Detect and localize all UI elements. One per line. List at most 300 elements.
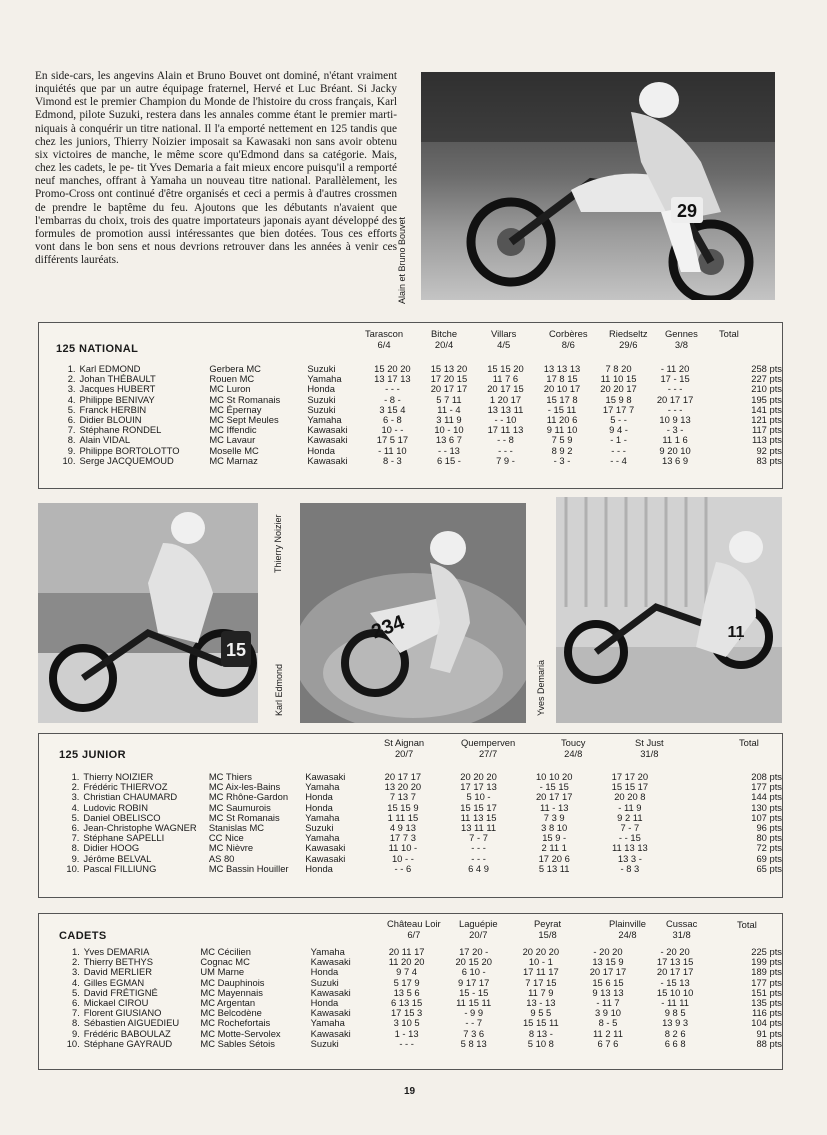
cell-total: 91 pts bbox=[756, 1027, 782, 1039]
cell-club: Stanislas MC bbox=[208, 822, 265, 834]
cell-score: 11 10 15 bbox=[600, 373, 637, 385]
cell-rank: 3. bbox=[71, 966, 80, 978]
cell-rank: 7. bbox=[71, 1007, 80, 1019]
cell-total: 177 pts bbox=[751, 976, 782, 988]
cell-rank: 5. bbox=[67, 403, 76, 415]
cell-rank: 10. bbox=[66, 1037, 80, 1049]
cell-score: 15 15 9 bbox=[387, 801, 419, 813]
cell-make: Kawasaki bbox=[307, 424, 348, 436]
event-header bbox=[534, 919, 561, 940]
event-date: 8/6 bbox=[561, 338, 575, 350]
cell-score: - 20 20 bbox=[593, 946, 623, 957]
cell-total: 189 pts bbox=[751, 966, 782, 978]
event-name: Riedseltz bbox=[609, 328, 648, 339]
event-date: 6/7 bbox=[407, 928, 421, 940]
cell-score: 9 17 17 bbox=[458, 976, 490, 988]
cell-score: 10 - - bbox=[381, 424, 404, 436]
photo-demaria bbox=[556, 497, 782, 723]
cell-score: 9 8 5 bbox=[664, 1007, 686, 1019]
cell-rider: Mickael CIROU bbox=[83, 997, 149, 1009]
event-name: St Aignan bbox=[384, 737, 425, 748]
cadets-total-label: Total bbox=[737, 919, 757, 930]
cell-score: 7 9 - bbox=[496, 454, 515, 466]
cell-score: - - - bbox=[471, 852, 486, 864]
cell-score: 6 7 6 bbox=[597, 1037, 619, 1049]
cell-score: - 11 10 bbox=[378, 444, 407, 456]
cell-score: 4 9 13 bbox=[389, 822, 416, 834]
cell-score: 15 15 20 bbox=[487, 363, 524, 374]
photo-number-mid: 234 bbox=[368, 611, 408, 644]
cell-make: Honda bbox=[305, 791, 333, 803]
panel-125-junior bbox=[38, 733, 783, 898]
cell-score: 10 - 1 bbox=[528, 956, 553, 968]
cell-total: 116 pts bbox=[751, 1007, 782, 1019]
cell-rank: 3. bbox=[71, 791, 80, 803]
cell-club: MC Luron bbox=[209, 383, 251, 395]
cell-rider: Pascal FILLIUNG bbox=[83, 862, 157, 874]
cell-make: Honda bbox=[307, 383, 335, 395]
national-results-table bbox=[56, 364, 782, 466]
intro-line: manches, offrant à Yamaha un nouveau titre national. bbox=[59, 175, 311, 188]
cell-score: 10 10 20 bbox=[535, 771, 573, 782]
cell-rank: 2. bbox=[67, 373, 76, 385]
cell-score: - 20 20 bbox=[660, 946, 690, 957]
cell-score: 2 11 1 bbox=[541, 842, 567, 854]
cell-score: - 8 3 bbox=[620, 862, 640, 874]
cell-score: - - - bbox=[471, 842, 486, 854]
cell-rider: Gilles EGMAN bbox=[83, 976, 145, 988]
cell-score: 7 5 9 bbox=[551, 434, 573, 446]
event-name: Toucy bbox=[561, 737, 586, 748]
panel-cadets bbox=[38, 913, 783, 1070]
cell-total: 141 pts bbox=[751, 403, 782, 415]
cell-score: 13 11 11 bbox=[460, 822, 497, 834]
event-name: Peyrat bbox=[534, 918, 562, 929]
cell-score: 9 4 - bbox=[609, 424, 628, 436]
cell-total: 225 pts bbox=[751, 946, 782, 957]
cell-score: - - 6 bbox=[394, 862, 412, 874]
intro-line: Ajoutons que les débutants n'avaient que l'embarras du choix, bbox=[35, 201, 397, 227]
event-date: 3/8 bbox=[674, 338, 688, 350]
cell-club: MC Dauphinois bbox=[200, 976, 265, 988]
cell-score: 15 13 20 bbox=[430, 363, 468, 374]
event-header bbox=[459, 919, 498, 940]
cell-score: 15 9 - bbox=[542, 832, 567, 844]
cell-rider: Jérôme BELVAL bbox=[83, 852, 152, 864]
result-row bbox=[59, 1039, 782, 1049]
cell-total: 88 pts bbox=[756, 1037, 782, 1049]
cell-club: MC St Romanais bbox=[209, 393, 281, 405]
cell-rank: 5. bbox=[71, 811, 80, 823]
cell-make: Yamaha bbox=[307, 373, 342, 385]
cell-score: - 15 11 bbox=[547, 403, 577, 415]
cell-score: 13 3 - bbox=[617, 852, 642, 864]
cell-club: MC Lavaur bbox=[209, 434, 256, 446]
event-header bbox=[365, 329, 403, 350]
cell-score: 20 17 17 bbox=[535, 791, 573, 803]
cell-total: 107 pts bbox=[751, 811, 782, 823]
cell-rank: 4. bbox=[67, 393, 76, 405]
cell-make: Suzuki bbox=[310, 1037, 339, 1049]
cell-total: 69 pts bbox=[756, 852, 782, 864]
cell-score: 11 - 13 bbox=[539, 801, 569, 813]
cell-score: 15 15 17 bbox=[611, 781, 649, 793]
cell-score: 5 7 11 bbox=[436, 393, 462, 405]
intro-line: formules de promotion aussi intéressantes que bien dotées. Tous bbox=[35, 227, 344, 240]
cell-make: Honda bbox=[307, 444, 335, 456]
cell-club: Moselle MC bbox=[209, 444, 259, 456]
junior-total-label: Total bbox=[739, 737, 759, 748]
cell-make: Kawasaki bbox=[310, 956, 351, 968]
event-name: Gennes bbox=[665, 328, 698, 339]
cell-rank: 6. bbox=[71, 997, 80, 1009]
cell-total: 199 pts bbox=[751, 956, 782, 968]
cell-rank: 3. bbox=[67, 383, 76, 395]
event-name: Villars bbox=[491, 328, 517, 339]
national-total-label: Total bbox=[719, 328, 739, 339]
cell-rider: Thierry BETHYS bbox=[83, 956, 154, 968]
cell-make: Yamaha bbox=[305, 781, 340, 793]
result-row bbox=[59, 864, 782, 874]
cell-score: - - 13 bbox=[437, 444, 460, 456]
cell-make: Yamaha bbox=[307, 414, 342, 426]
cell-score: 10 9 13 bbox=[659, 414, 691, 426]
photo-bouvet bbox=[421, 72, 775, 300]
cell-rank: 8. bbox=[71, 1017, 80, 1029]
cell-rider: Stéphane GAYRAUD bbox=[83, 1037, 173, 1049]
cell-total: 195 pts bbox=[751, 393, 782, 405]
cell-score: 9 2 11 bbox=[617, 811, 643, 823]
cadets-results-table bbox=[59, 947, 782, 1049]
cell-rider: Franck HERBIN bbox=[79, 403, 147, 415]
cell-score: 17 20 15 bbox=[430, 373, 468, 385]
cell-make: Kawasaki bbox=[305, 842, 346, 854]
event-name: Bitche bbox=[431, 328, 458, 339]
cell-rank: 9. bbox=[71, 852, 80, 864]
cell-club: Gerbera MC bbox=[209, 363, 261, 374]
cell-score: 13 13 11 bbox=[487, 403, 524, 415]
cell-make: Yamaha bbox=[310, 1017, 345, 1029]
cell-total: 258 pts bbox=[751, 363, 782, 374]
cell-score: - - 15 bbox=[618, 832, 641, 844]
result-row bbox=[59, 792, 782, 802]
intro-line: Parallèlement, les Promo-Cross ont continué d'être organisés et bbox=[35, 175, 397, 201]
cell-score: 20 17 17 bbox=[656, 393, 694, 405]
cell-score: 17 11 17 bbox=[522, 966, 559, 978]
cell-score: 6 10 - bbox=[461, 966, 486, 978]
cell-score: 11 7 9 bbox=[528, 986, 554, 998]
event-name: Cussac bbox=[666, 918, 698, 929]
cell-rider: Philippe BORTOLOTTO bbox=[79, 444, 180, 456]
photo-number-top: 29 bbox=[676, 201, 698, 221]
cell-score: - 3 - bbox=[553, 454, 571, 466]
cell-score: 8 - 3 bbox=[383, 454, 402, 466]
cell-score: 11 13 15 bbox=[460, 811, 497, 823]
cell-score: 11 2 11 bbox=[593, 1027, 623, 1039]
cell-score: - 3 - bbox=[666, 424, 684, 436]
intro-line: n'étant vraiment inquiétés que par un autre équipage fraternel, bbox=[35, 70, 397, 96]
intro-line: en 125 tandis que chez les juniors, Thierry Noizier imposait sa bbox=[35, 122, 397, 148]
cell-score: 17 - 15 bbox=[660, 373, 690, 385]
result-row bbox=[56, 456, 782, 466]
cell-rank: 1. bbox=[67, 363, 76, 374]
cadets-title: CADETS bbox=[59, 930, 107, 942]
cell-total: 83 pts bbox=[756, 454, 782, 466]
cell-rank: 1. bbox=[71, 771, 80, 782]
cell-score: 20 17 17 bbox=[384, 771, 422, 782]
cell-rider: Sébastien AIGUEDIEU bbox=[83, 1017, 180, 1029]
cell-rider: Thierry NOIZIER bbox=[83, 771, 154, 782]
caption-bouvet: Alain et Bruno Bouvet bbox=[397, 216, 407, 304]
cell-club: Cognac MC bbox=[200, 956, 250, 968]
result-row bbox=[59, 823, 782, 833]
cell-make: Suzuki bbox=[307, 393, 336, 405]
cell-rider: Didier HOOG bbox=[83, 842, 140, 854]
cell-total: 65 pts bbox=[756, 862, 782, 874]
cell-score: 13 6 7 bbox=[435, 434, 462, 446]
cell-rank: 6. bbox=[67, 414, 76, 426]
cell-make: Suzuki bbox=[305, 822, 334, 834]
cell-rank: 10. bbox=[62, 454, 76, 466]
event-date: 24/8 bbox=[618, 928, 637, 940]
event-date: 20/7 bbox=[394, 747, 414, 759]
cell-score: - - 7 bbox=[465, 1017, 483, 1029]
cell-rider: Jacques HUBERT bbox=[79, 383, 156, 395]
cell-rank: 8. bbox=[67, 434, 76, 446]
caption-edmond: Karl Edmond bbox=[274, 663, 284, 716]
cell-score: 15 10 10 bbox=[656, 986, 694, 998]
cell-club: MC Mayennais bbox=[200, 986, 263, 998]
cell-rider: Florent GIUSIANO bbox=[83, 1007, 162, 1019]
event-date: 29/6 bbox=[619, 338, 638, 350]
cell-rider: David FRÉTIGNÉ bbox=[83, 986, 158, 998]
cell-score: 11 1 6 bbox=[662, 434, 688, 446]
cell-score: 20 17 17 bbox=[656, 966, 694, 978]
cell-score: - 9 9 bbox=[464, 1007, 484, 1019]
cell-score: - 11 9 bbox=[618, 801, 642, 813]
event-header bbox=[609, 919, 646, 940]
event-header bbox=[491, 329, 516, 350]
cell-score: 17 20 6 bbox=[538, 852, 570, 864]
cell-score: 20 11 17 bbox=[388, 946, 425, 957]
cell-total: 80 pts bbox=[756, 832, 782, 844]
event-header bbox=[561, 738, 586, 759]
cell-score: 7 17 15 bbox=[525, 976, 557, 988]
cell-score: - - - bbox=[667, 403, 683, 415]
cell-score: 20 20 8 bbox=[614, 791, 646, 803]
cell-score: 17 17 7 bbox=[602, 403, 635, 415]
cell-score: 5 8 13 bbox=[460, 1037, 487, 1049]
event-header bbox=[461, 738, 515, 759]
cell-score: 15 15 11 bbox=[522, 1017, 559, 1029]
intro-line: Kawasaki non sans avoir obtenu six victoires de manche, le même bbox=[35, 135, 397, 161]
cell-total: 113 pts bbox=[751, 434, 782, 446]
cell-score: 6 4 9 bbox=[468, 862, 489, 874]
intro-line: du Monde de l'histoire du cross français, Karl Edmond, pilote bbox=[35, 96, 397, 122]
event-name: Château Loir bbox=[387, 918, 441, 929]
event-name: Corbères bbox=[549, 328, 588, 339]
event-date: 27/7 bbox=[478, 747, 498, 759]
cell-score: 17 5 17 bbox=[376, 434, 409, 446]
cell-score: 3 9 10 bbox=[594, 1007, 622, 1019]
intro-line: Hervé et Luc Bréant. Si Jacky Vimond est le premier Champion bbox=[35, 83, 397, 109]
photo-number-left: 15 bbox=[225, 640, 247, 660]
cell-club: MC Rhône-Gardon bbox=[208, 791, 289, 803]
cell-total: 130 pts bbox=[751, 801, 782, 813]
cell-score: - 11 20 bbox=[660, 363, 690, 374]
cell-score: - - 10 bbox=[494, 414, 517, 426]
cell-score: 7 8 20 bbox=[605, 363, 632, 374]
cell-score: - - - bbox=[667, 383, 683, 395]
cell-score: 17 20 - bbox=[459, 946, 489, 957]
cell-rank: 4. bbox=[71, 801, 80, 813]
cell-score: 13 17 13 bbox=[374, 373, 411, 385]
cell-score: 11 10 - bbox=[388, 842, 418, 854]
cell-score: 17 13 15 bbox=[656, 956, 694, 968]
result-row bbox=[59, 833, 782, 843]
event-date: 20/7 bbox=[469, 928, 488, 940]
cell-club: AS 80 bbox=[208, 852, 235, 864]
cell-club: MC Belcodène bbox=[200, 1007, 262, 1019]
cell-score: 3 10 5 bbox=[393, 1017, 420, 1029]
event-name: St Just bbox=[635, 737, 664, 748]
panel-125-national bbox=[38, 322, 783, 489]
cell-score: 13 - 13 bbox=[526, 997, 556, 1009]
cell-make: Kawasaki bbox=[305, 852, 346, 864]
intro-line: score qu'Edmond dans sa catégorie. Mais, chez les cadets, le pe- bbox=[35, 148, 398, 175]
cell-make: Kawasaki bbox=[310, 1027, 351, 1039]
intro-line: trois des quatre importateurs japonais ayant développé des bbox=[130, 214, 397, 227]
cell-score: 11 15 11 bbox=[456, 997, 492, 1009]
cell-rank: 5. bbox=[71, 986, 80, 998]
cell-rider: Christian CHAUMARD bbox=[83, 791, 178, 803]
cell-rank: 1. bbox=[71, 946, 80, 957]
cell-club: MC St Romanais bbox=[208, 811, 280, 823]
cell-score: 7 13 7 bbox=[389, 791, 416, 803]
cell-score: 9 5 5 bbox=[530, 1007, 552, 1019]
event-header bbox=[609, 329, 648, 350]
cell-score: 17 7 3 bbox=[389, 832, 416, 844]
cell-make: Suzuki bbox=[310, 976, 339, 988]
cell-score: 3 8 10 bbox=[541, 822, 568, 834]
cell-score: - - 4 bbox=[610, 454, 627, 466]
cell-make: Honda bbox=[305, 801, 333, 813]
cell-score: 11 7 6 bbox=[492, 373, 519, 385]
cell-total: 104 pts bbox=[751, 1017, 782, 1029]
cell-score: 17 11 13 bbox=[487, 424, 524, 436]
cell-rider: Stéphane SAPELLI bbox=[83, 832, 165, 844]
page-number: 19 bbox=[404, 1086, 416, 1097]
cell-score: 6 - 8 bbox=[383, 414, 402, 426]
cell-score: - 11 11 bbox=[661, 997, 690, 1009]
cell-rank: 9. bbox=[67, 444, 76, 456]
cell-score: 15 17 8 bbox=[546, 393, 578, 405]
cell-score: - 11 7 bbox=[596, 997, 620, 1009]
event-name: Laguépie bbox=[459, 918, 498, 929]
result-row bbox=[59, 843, 782, 853]
cell-rider: Ludovic ROBIN bbox=[83, 801, 149, 813]
cell-rider: Didier BLOUIN bbox=[79, 414, 142, 426]
event-date: 31/8 bbox=[672, 928, 691, 940]
cell-score: 13 9 3 bbox=[662, 1017, 689, 1029]
cell-total: 117 pts bbox=[751, 424, 782, 436]
event-date: 24/8 bbox=[564, 747, 583, 759]
cell-score: 8 9 2 bbox=[551, 444, 573, 456]
cell-score: 5 13 11 bbox=[538, 862, 570, 874]
cell-score: 5 17 9 bbox=[393, 976, 420, 988]
event-name: Tarascon bbox=[365, 328, 404, 339]
cell-rider: Jean-Christophe WAGNER bbox=[83, 822, 197, 834]
cell-score: 8 - 5 bbox=[598, 1017, 618, 1029]
cell-score: 7 - 7 bbox=[469, 832, 488, 844]
cell-score: 1 11 15 bbox=[387, 811, 419, 823]
cell-club: MC Argentan bbox=[200, 997, 256, 1009]
cell-score: 20 15 20 bbox=[455, 956, 492, 968]
cell-score: 20 20 20 bbox=[460, 771, 497, 782]
cell-make: Kawasaki bbox=[310, 1007, 351, 1019]
cell-score: 15 20 20 bbox=[374, 363, 411, 374]
event-date: 4/5 bbox=[497, 338, 511, 350]
cell-score: 6 13 15 bbox=[390, 997, 423, 1009]
junior-title: 125 JUNIOR bbox=[59, 749, 126, 761]
cell-rank: 8. bbox=[71, 842, 80, 854]
cell-score: 5 - - bbox=[610, 414, 627, 426]
event-header bbox=[666, 919, 697, 940]
cell-score: 8 2 6 bbox=[664, 1027, 686, 1039]
cell-rider: David MERLIER bbox=[83, 966, 153, 978]
event-header bbox=[387, 919, 441, 940]
cell-club: CC Nice bbox=[208, 832, 244, 844]
intro-line: En side-cars, les angevins Alain et Bruno Bouvet ont dominé, bbox=[35, 70, 321, 82]
cell-score: 5 10 8 bbox=[527, 1037, 554, 1049]
cell-rank: 6. bbox=[71, 822, 80, 834]
cell-rank: 2. bbox=[71, 956, 80, 968]
cell-score: 1 20 17 bbox=[489, 393, 522, 405]
cell-score: 17 17 20 bbox=[611, 771, 649, 782]
cell-score: - - - bbox=[498, 444, 513, 456]
cell-make: Yamaha bbox=[305, 832, 340, 844]
cell-score: 15 - 15 bbox=[459, 986, 489, 998]
cell-score: 9 11 10 bbox=[546, 424, 578, 436]
cell-total: 121 pts bbox=[751, 414, 782, 426]
cell-make: Honda bbox=[305, 862, 333, 874]
cell-score: 6 15 - bbox=[436, 454, 461, 466]
photo-edmond bbox=[38, 503, 258, 723]
cell-club: MC Iffendic bbox=[209, 424, 257, 436]
intro-paragraph bbox=[35, 70, 397, 267]
cell-club: MC Thiers bbox=[208, 771, 252, 782]
cell-club: MC Marnaz bbox=[209, 454, 258, 466]
cell-total: 72 pts bbox=[756, 842, 782, 854]
cell-club: Rouen MC bbox=[209, 373, 255, 385]
cell-rider: Serge JACQUEMOUD bbox=[79, 454, 174, 466]
cell-score: 3 15 4 bbox=[379, 403, 406, 415]
cell-rider: Frédéric THIERVOZ bbox=[83, 781, 168, 793]
cell-club: MC Sables Sétois bbox=[200, 1037, 275, 1049]
event-name: Quemperven bbox=[461, 737, 516, 748]
cell-club: MC Rochefortais bbox=[200, 1017, 271, 1029]
cell-make: Kawasaki bbox=[305, 771, 346, 782]
intro-line: niquais à conquérir un titre national. Il l'a emporté nettement bbox=[35, 122, 313, 135]
cell-score: 13 20 20 bbox=[384, 781, 422, 793]
cell-score: - 8 - bbox=[384, 393, 401, 405]
cell-score: 15 6 15 bbox=[592, 976, 624, 988]
photo-number-right: 11 bbox=[727, 624, 745, 641]
cell-score: - 1 - bbox=[610, 434, 627, 446]
intro-line: les années à venir ces différents lauréats. bbox=[35, 241, 397, 267]
cell-make: Kawasaki bbox=[310, 986, 351, 998]
cell-score: 6 6 8 bbox=[664, 1037, 686, 1049]
